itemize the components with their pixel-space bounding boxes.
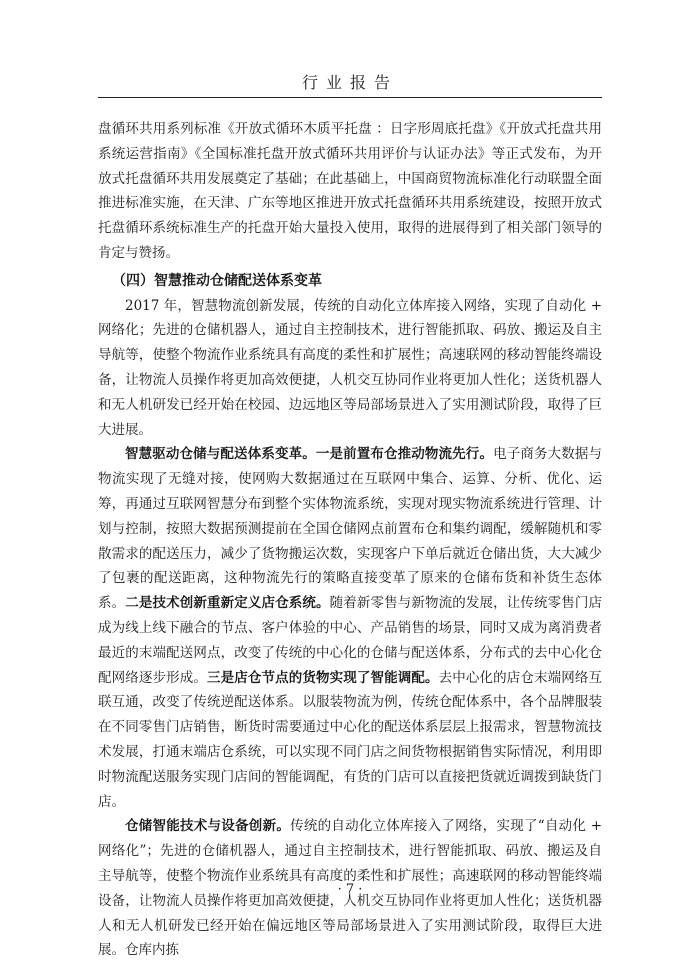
paragraph-text: 传统的自动化立体库接入了网络，实现了“自动化 + 网络化”；先进的仓储机器人，通过自主控制技术，进行智能抓取、码放、搬运及自主导航等，使整个物流作业系统具有高度的柔性和扩展性；高速联网的移动智能终端设备，让物流人员操作将更加高效便捷，人机交互协同作业将更加人性化；送货机器人和无人机研发已经开始在偏远地区等局部场景进入了实用测试阶段，取得巨大进展。仓库内拣 — [98, 818, 603, 959]
paragraph-text: 电子商务大数据与物流实现了无缝对接，使网购大数据通过在互联网中集合、运算、分析、优化、运筹，再通过互联网智慧分布到整个实体物流系统，实现对现实物流系统进行管理、计划与控制，按照大数据预测提前在全国仓储网点前置布仓和集约调配，缓解随机和零散需求的配送压力，减少了货物搬运次数，实现客户下单后就近仓储出货，大大减少了包裹的配送距离，这种物流先行的策略直接变革了原来的仓储布货和补货生态体系。 — [98, 446, 603, 612]
running-header: 行业报告 — [301, 73, 398, 92]
bold-lead: 智慧驱动仓储与配送体系变革。一是前置布仓推动物流先行。 — [125, 446, 494, 463]
paragraph-text: 去中心化的店仓末端网络互联互通，改变了传统逆配送体系。以服装物流为例，传统仓配体系中，各个品牌服装在不同零售门店销售，断货时需要通过中心化的配送体系层层上报需求，智慧物流技术发展，打通末端店仓系统，可以实现不同门店之间货物根据销售实际情况，利用即时物流配送服务实现门店间的智能调配，有货的门店可以直接把货就近调拨到缺货门店。 — [98, 669, 602, 810]
section-heading: （四）智慧推动仓储配送体系变革 — [112, 272, 322, 289]
page-number: · 7 · — [337, 882, 363, 897]
bold-lead: 仓储智能技术与设备创新。 — [125, 818, 291, 835]
paragraph: 盘循环共用系列标准《开放式循环木质平托盘 ：日字形周底托盘》《开放式托盘共用系统运营指南》《全国标准托盘开放式循环共用评价与认证办法》等正式发布，为开放式托盘循环共用发展奠定了基础；在此基础上，中国商贸物流标准化行动联盟全面推进标准实施，在天津、广东等地区推进开放式托盘循环共用系统建设，按照开放式托盘循环系统标准生产的托盘开始大量投入使用，取得的进展得到了相关部门领导的肯定与赞扬。 — [98, 121, 602, 261]
document-body — [98, 117, 602, 963]
bold-lead: 三是店仓节点的货物实现了智能调配。 — [207, 669, 439, 686]
header-rule — [98, 97, 602, 98]
paragraph — [98, 442, 602, 814]
paragraph: 2017 年，智慧物流创新发展，传统的自动化立体库接入网络，实现了自动化 + 网络化；先进的仓储机器人，通过自主控制技术，进行智能抓取、码放、搬运及自主导航等，使整个物流作业系统具有高度的柔性和扩展性；高速联网的移动智能终端设备，让物流人员操作将更加高效便捷，人机交互协同作业将更加人性化；送货机器人和无人机研发已经开始在校园、边远地区等局部场景进入了实用测试阶段，取得了巨大进展。 — [98, 297, 602, 438]
paragraph-text: 随着新零售与新物流的发展，让传统零售门店成为线上线下融合的节点、客户体验的中心、产品销售的场景，同时又成为离消费者最近的末端配送网点，改变了传统的中心化的仓储与配送体系，分布式的去中心化仓配网络逐步形成。 — [98, 595, 602, 686]
bold-lead: 二是技术创新重新定义店仓系统。 — [125, 595, 330, 612]
